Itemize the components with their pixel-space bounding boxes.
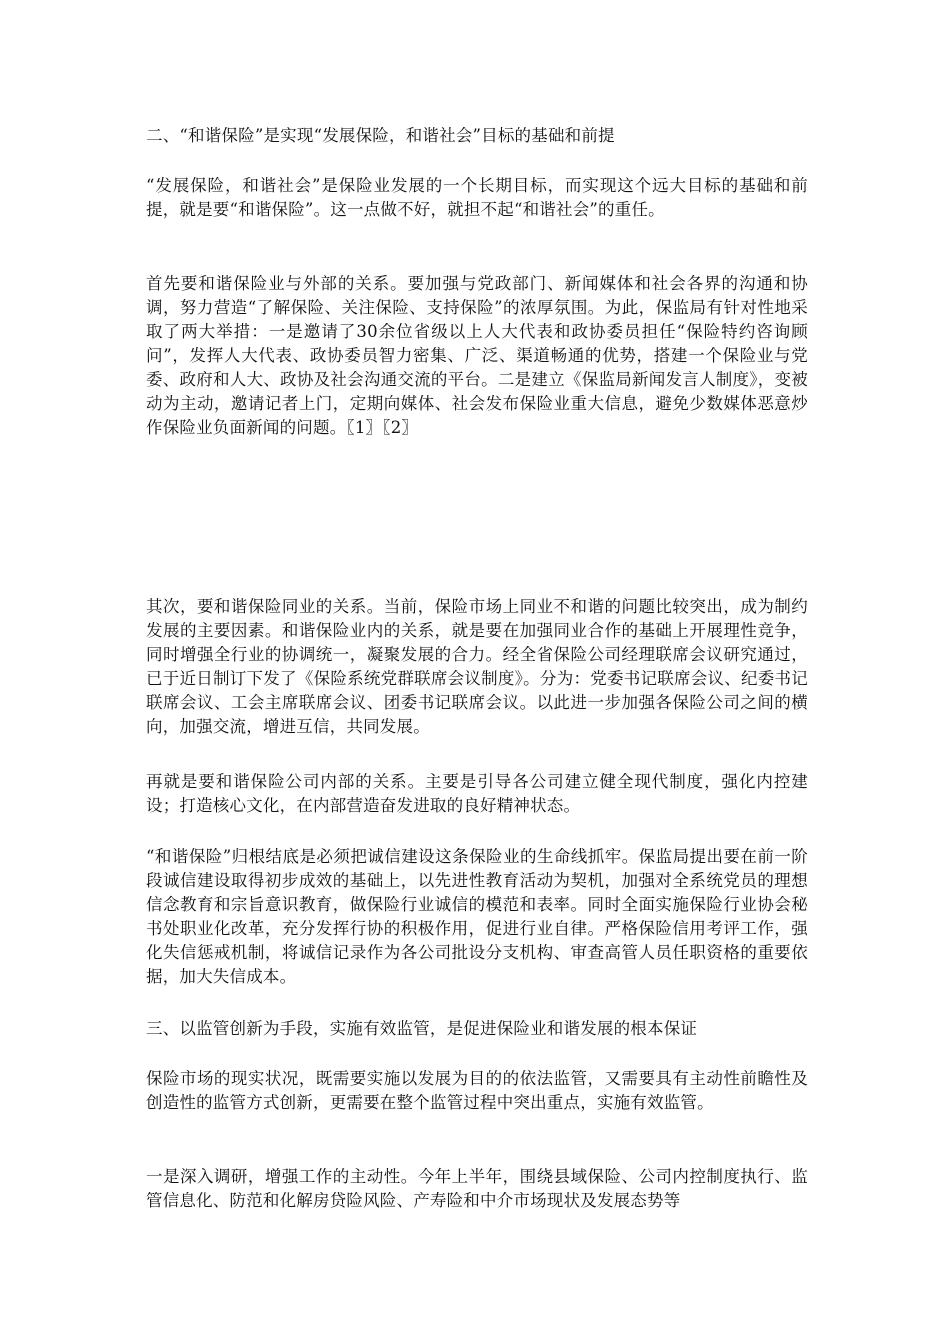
paragraph-external-relations: 首先要和谐保险业与外部的关系。要加强与党政部门、新闻媒体和社会各界的沟通和协调，努力营造“了解保险、关注保险、支持保险”的浓厚氛围。为此，保监局有针对性地采取了两大举措：一是邀请了30余位省级以上人大代表和政协委员担任“保险特约咨询顾问”，发挥人大代表、政协委员智力密集、广泛、渠道畅通的优势，搭建一个保险业与党委、政府和人大、政协及社会沟通交流的平台。二是建立《保监局新闻发言人制度》，变被动为主动，邀请记者上门，定期向媒体、社会发布保险业重大信息，避免少数媒体恶意炒作保险业负面新闻的问题。〖1〗〖2〗 xyxy=(146,274,808,437)
paragraph-research: 一是深入调研，增强工作的主动性。今年上半年，围绕县域保险、公司内控制度执行、监管信息化、防范和化解房贷险风险、产寿险和中介市场现状及发展态势等 xyxy=(146,1167,808,1210)
paragraph-internal-relations: 再就是要和谐保险公司内部的关系。主要是引导各公司建立健全现代制度，强化内控建设；打造核心文化，在内部营造奋发进取的良好精神状态。 xyxy=(146,772,808,815)
section-heading-3: 三、以监管创新为手段，实施有效监管，是促进保险业和谐发展的根本保证 xyxy=(146,1019,698,1038)
paragraph-peer-relations: 其次，要和谐保险同业的关系。当前，保险市场上同业不和谐的问题比较突出，成为制约发展的主要因素。和谐保险业内的关系，就是要在加强同业合作的基础上开展理性竞争，同时增强全行业的协调统一，凝聚发展的合力。经全省保险公司经理联席会议研究通过，已于近日制订下发了《保险系统党群联席会议制度》。分为：党委书记联席会议、纪委书记联席会议、工会主席联席会议、团委书记联席会议。以此进一步加强各保险公司之间的横向，加强交流，增进互信，共同发展。 xyxy=(146,597,808,736)
section-heading-2: 二、“和谐保险”是实现“发展保险，和谐社会”目标的基础和前提 xyxy=(146,126,615,145)
paragraph-integrity: “和谐保险”归根结底是必须把诚信建设这条保险业的生命线抓牢。保监局提出要在前一阶段诚信建设取得初步成效的基础上，以先进性教育活动为契机，加强对全系统党员的理想信念教育和宗旨意识教育，做保险行业诚信的模范和表率。同时全面实施保险行业协会秘书处职业化改革，充分发挥行协的积极作用，促进行业自律。严格保险信用考评工作，强化失信惩戒机制，将诚信记录作为各公司批设分支机构、审查高管人员任职资格的重要依据，加大失信成本。 xyxy=(146,847,808,986)
paragraph-market-status: 保险市场的现实状况，既需要实施以发展为目的的依法监管，又需要具有主动性前瞻性及创造性的监管方式创新，更需要在整个监管过程中突出重点，实施有效监管。 xyxy=(146,1069,808,1112)
paragraph-goal-basis: “发展保险，和谐社会”是保险业发展的一个长期目标，而实现这个远大目标的基础和前提，就是要“和谐保险”。这一点做不好，就担不起“和谐社会”的重任。 xyxy=(146,176,808,219)
